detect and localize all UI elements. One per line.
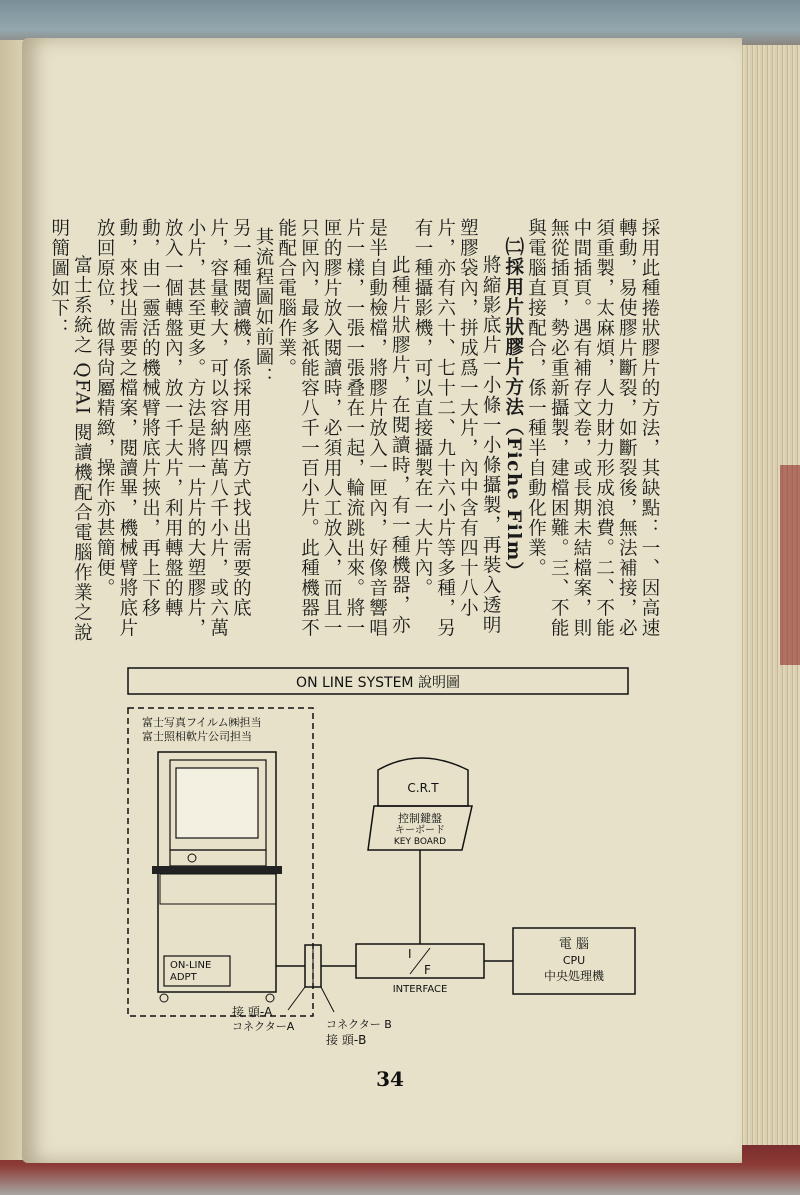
adapter-label-2: ADPT [170,972,197,983]
interface-label: INTERFACE [392,984,448,995]
connector-b-label-2: 接 頭-B [326,1033,367,1047]
cpu-label-1: 電 腦 [558,937,590,952]
section-heading-fiche: ㈡採用片狀膠片方法（Fiche Film） [502,236,524,582]
connector-a-label-1: 接 頭-A [232,1005,273,1019]
keyboard-label-1: 控制鍵盤 [398,812,442,825]
paragraph-flowchart-ref: 其流程圖如前圖： [253,227,275,388]
cpu-label-2: CPU [562,954,586,967]
page-edges [735,45,800,1145]
paragraph-fiche-reader: 此種片狀膠片，在閱讀時，有一種機器，亦是半自動檢檔，將膠片放入一匣內，好像音響唱片一樣，一張一張叠在一起，輪流跳出來。將一匣的膠片放入閱讀時，必須用人工放入，而且一只匣內，最多祇能容八千一百小片。此種機器不能配合電腦作業。 [275,218,411,638]
connector-b-label-1: コネクター B [326,1018,392,1031]
cpu-label-3: 中央処理機 [543,969,605,983]
connector-a-label-2: コネクターA [232,1020,295,1033]
keyboard-label-2: キーボード [395,825,445,836]
page-number: 34 [376,1067,404,1091]
online-system-diagram [120,660,680,1060]
crt-label: C.R.T [407,781,439,795]
bookmark-ribbon [780,465,800,665]
paragraph-fuji-system: 富士系統之 QFAI 閱讀機配合電腦作業之說明簡圖如下： [48,218,93,643]
interface-bottom: F [424,963,431,977]
paragraph-fiche-method: 將縮影底片一小條一小條攝製，再裝入透明塑膠袋內，拼成爲一大片，內中含有四十八小片，亦有六十、七十二、九十六小片等多種，另有一種攝影機，可以直接攝製在一大片內。 [411,218,502,638]
paragraph-coordinate-reader: 另一種閱讀機，係採用座標方式找出需要的底片，容量較大，可以容納四萬八千小片，或六萬小片，甚至更多。方法是將一片片的大塑膠片，放入一個轉盤內，放一千大片，利用轉盤的轉動，由一靈活的機械臂將底片挾出，再上下移動，來找出需要之檔案，閱讀畢，機械臂將底片放回原位，做得尙屬精緻，操作亦甚簡便。 [94,218,252,638]
vendor-label-jp: 富士写真フイルム㈱担当 [142,716,262,729]
paragraph-drawbacks: 採用此種捲狀膠片的方法，其缺點：一、因高速轉動，易使膠片斷裂，如斷裂後，無法補接，必須重製，太麻煩，人力財力形成浪費。二、不能中間插頁。遇有補存文卷，或長期未結檔案，則無從插頁，勢必重新攝製，建檔困難。三、不能與電腦直接配合，係一種半自動化作業。 [525,218,660,638]
interface-top: I [408,947,412,961]
vendor-label-zh: 富士照相軟片公司担当 [142,730,252,743]
diagram-title: ON LINE SYSTEM 說明圖 [296,675,460,691]
keyboard-label-3: KEY BOARD [393,837,447,847]
body-text [48,218,660,648]
adapter-label-1: ON-LINE [170,960,212,971]
